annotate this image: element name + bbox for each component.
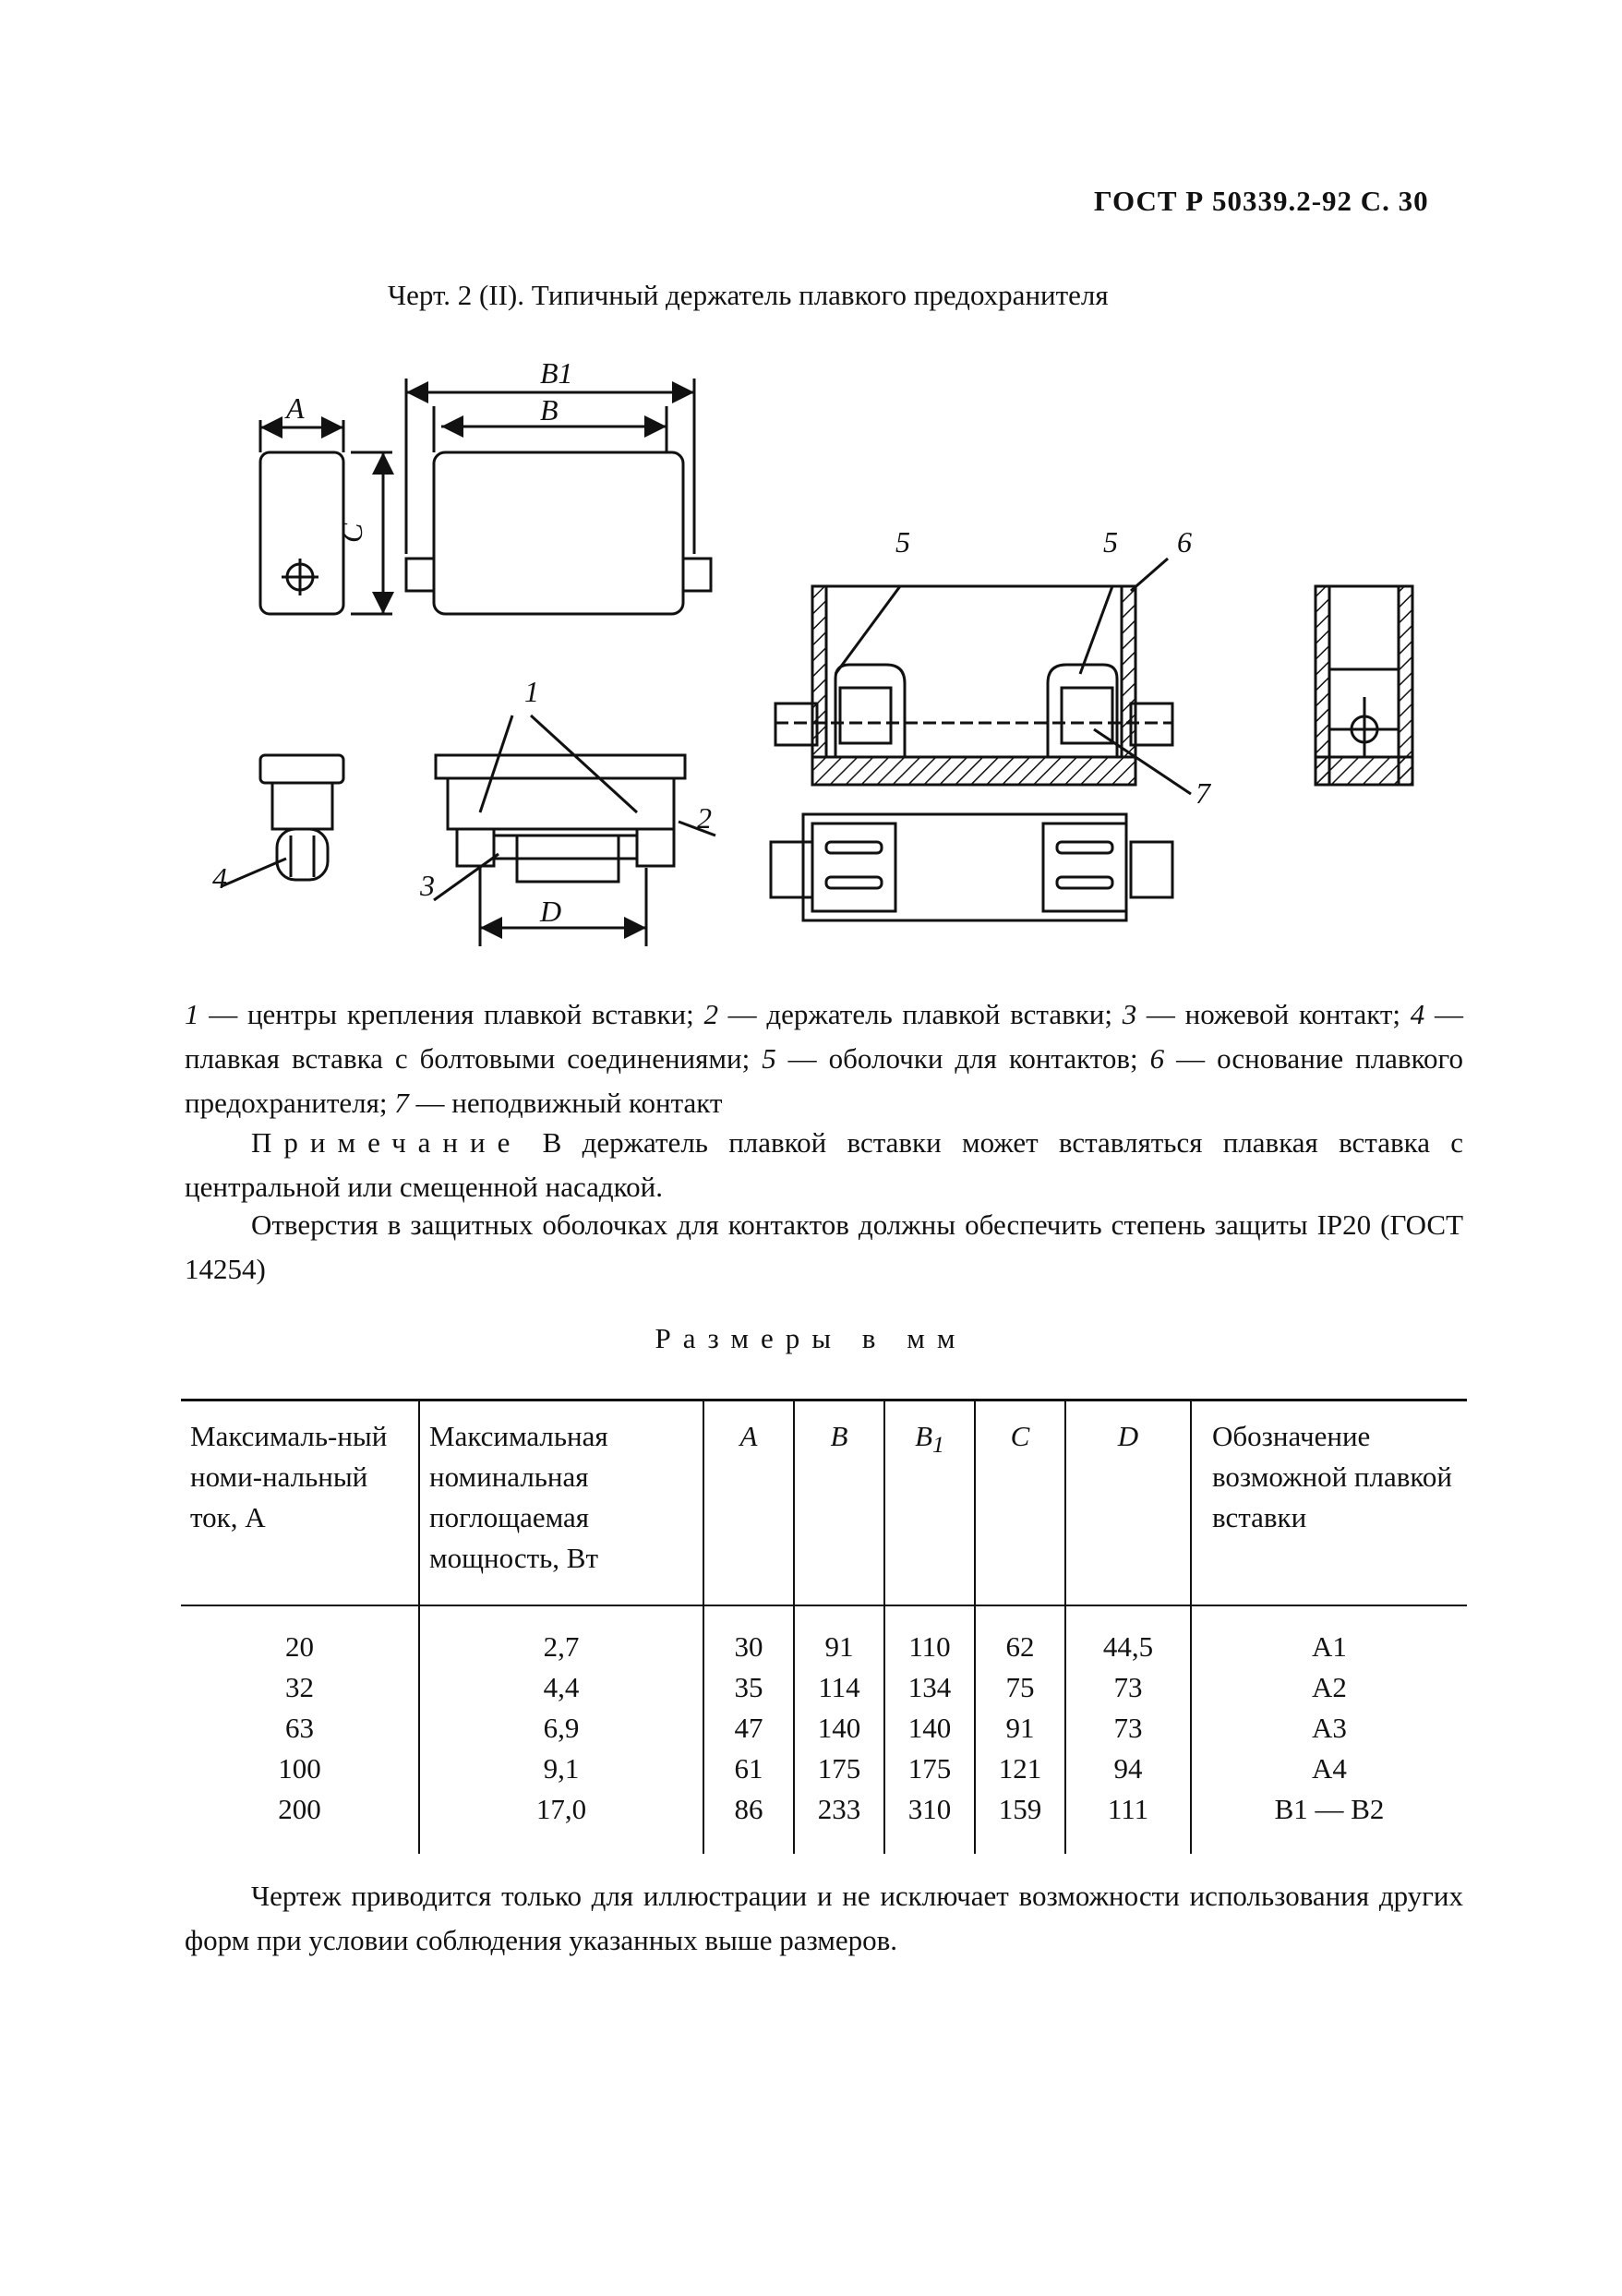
figure-caption: Черт. 2 (II). Типичный держатель плавкого предохранителя [388,279,1109,311]
cell-d: 94 [1065,1749,1191,1789]
cell-a: 30 [703,1605,794,1667]
legend-paragraph [185,992,1463,1125]
table-row [181,1708,1467,1749]
legend-num-4: 4 [1410,998,1425,1030]
cell-b: 140 [794,1708,884,1749]
callout-5b: 5 [1103,525,1118,559]
dim-label-d: D [540,895,562,928]
note-label: Примечание [251,1126,523,1159]
cell-current: 100 [278,1752,321,1785]
dimensions-table [181,1399,1467,1854]
cell-b: 175 [794,1749,884,1789]
table-row [181,1605,1467,1667]
header-c: C [975,1400,1065,1606]
legend-text-1: — центры крепления плавкой вставки; [198,998,704,1030]
header-current: Максималь-ный номи-нальный ток, А [181,1400,419,1606]
cell-b1: 310 [884,1789,975,1854]
legend-text-3: — ножевой контакт; [1136,998,1411,1030]
cell-b1: 175 [884,1749,975,1789]
cell-power: 4,4 [419,1667,703,1708]
cell-b: 91 [794,1605,884,1667]
cell-current: 200 [278,1793,321,1825]
header-power: Максимальная номинальная поглощаемая мощность, Вт [419,1400,703,1606]
cell-designation: B1 — B2 [1191,1789,1467,1854]
legend-num-2: 2 [703,998,718,1030]
cell-b1: 140 [884,1708,975,1749]
callout-4: 4 [212,861,227,895]
header-designation: Обозначение возможной плавкой вставки [1191,1400,1467,1606]
cell-c: 62 [975,1605,1065,1667]
legend-num-5: 5 [762,1042,776,1075]
header-b: B [794,1400,884,1606]
note-paragraph [185,1121,1463,1209]
legend-text-4: — плавкая вставка с болтовыми соединениями; [185,998,1464,1075]
cell-d: 111 [1065,1789,1191,1854]
footer-note-paragraph: Чертеж приводится только для иллюстрации и не исключает возможности использования других форм при условии соблюдения указанных выше размеров. [185,1880,1463,1956]
table-row [181,1789,1467,1854]
header-b1 [884,1400,975,1606]
header-b1-sub: 1 [932,1431,944,1459]
cell-a: 61 [703,1749,794,1789]
cell-a: 47 [703,1708,794,1749]
table-row [181,1667,1467,1708]
cell-d: 73 [1065,1708,1191,1749]
dim-label-b1: B1 [540,356,573,390]
callout-7: 7 [1195,776,1210,810]
legend-num-1: 1 [185,998,199,1030]
cell-c: 121 [975,1749,1065,1789]
callout-5a: 5 [895,525,910,559]
dim-label-a: A [286,391,305,425]
table-header-row [181,1400,1467,1606]
callout-6: 6 [1177,525,1192,559]
table-row [181,1749,1467,1789]
legend-num-6: 6 [1149,1042,1165,1075]
cell-c: 159 [975,1789,1065,1854]
dim-label-c: C [335,523,368,543]
header-d: D [1065,1400,1191,1606]
protection-paragraph: Отверстия в защитных оболочках для контактов должны обеспечить степень защиты IP20 (ГОСТ 14254) [185,1208,1463,1285]
cell-b1: 134 [884,1667,975,1708]
cell-power: 6,9 [419,1708,703,1749]
cell-designation: A3 [1191,1708,1467,1749]
cell-c: 75 [975,1667,1065,1708]
cell-d: 73 [1065,1667,1191,1708]
cell-power: 17,0 [419,1789,703,1854]
cell-b: 114 [794,1667,884,1708]
header-b1-letter: B [915,1420,932,1452]
legend-text-7: — неподвижный контакт [408,1087,723,1119]
note-text: В держатель плавкой вставки может вставляться плавкая вставка с центральной или смещенной насадкой. [185,1126,1463,1203]
cell-current: 32 [285,1671,314,1703]
cell-designation: A4 [1191,1749,1467,1789]
header-a: A [703,1400,794,1606]
cell-power: 2,7 [419,1605,703,1667]
callout-1: 1 [524,675,539,708]
units-caption: Размеры в мм [655,1322,967,1354]
cell-b: 233 [794,1789,884,1854]
legend-text-2: — держатель плавкой вставки; [717,998,1123,1030]
legend-num-7: 7 [394,1087,409,1119]
cell-a: 35 [703,1667,794,1708]
legend-num-3: 3 [1122,998,1137,1030]
cell-a: 86 [703,1789,794,1854]
cell-current: 20 [285,1630,314,1663]
cell-c: 91 [975,1708,1065,1749]
cell-current: 63 [285,1712,314,1744]
page-header: ГОСТ Р 50339.2-92 С. 30 [1094,185,1429,217]
cell-d: 44,5 [1065,1605,1191,1667]
cell-b1: 110 [884,1605,975,1667]
legend-text-6: — основание плавкого предохранителя; [185,1042,1463,1119]
cell-designation: A2 [1191,1667,1467,1708]
legend-text-5: — оболочки для контактов; [775,1042,1150,1075]
callout-3: 3 [420,869,435,902]
cell-power: 9,1 [419,1749,703,1789]
cell-designation: A1 [1191,1605,1467,1667]
technical-drawing [0,0,1622,997]
callout-2: 2 [697,801,712,835]
dim-label-b: B [540,393,559,427]
